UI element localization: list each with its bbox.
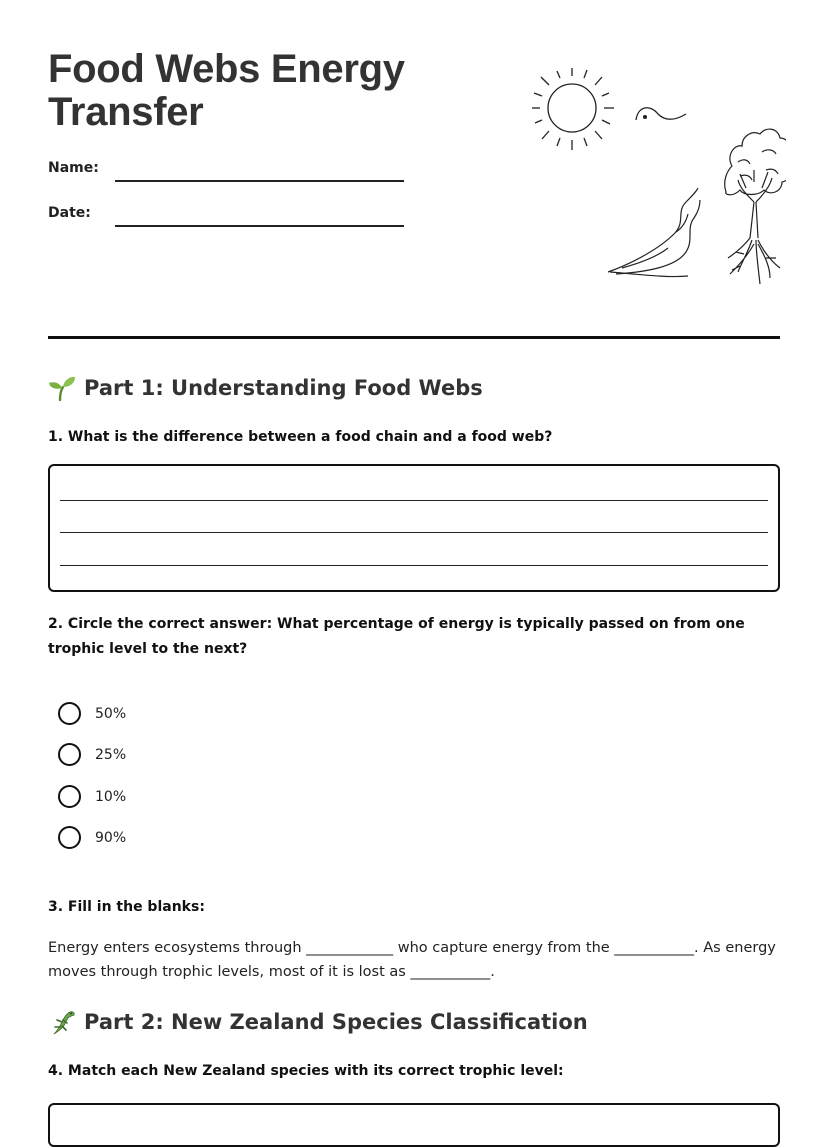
option-25[interactable]	[58, 743, 126, 766]
radio-circle[interactable]	[58, 702, 81, 725]
option-label: 10%	[95, 788, 127, 805]
option-90[interactable]	[58, 826, 126, 849]
name-field[interactable]	[115, 180, 404, 182]
seedling-icon	[48, 374, 76, 402]
option-10[interactable]	[58, 785, 126, 808]
lizard-icon	[48, 1008, 76, 1036]
question-1: 1. What is the difference between a food chain and a food web?	[48, 429, 553, 445]
answer-line	[60, 565, 768, 566]
answer-box-q1[interactable]	[48, 464, 780, 592]
tree-icon	[725, 129, 786, 284]
river-icon	[608, 188, 700, 277]
answer-line	[60, 500, 768, 501]
sun-icon	[532, 68, 614, 150]
fill-in-blanks-text[interactable]: Energy enters ecosystems through ____________ who capture energy from the ___________. As energy moves through trophic levels, most of it is lost as ___________.	[48, 940, 776, 980]
question-3: 3. Fill in the blanks:	[48, 899, 205, 915]
part2-heading	[48, 1008, 588, 1036]
worksheet-page	[48, 0, 780, 1118]
option-50[interactable]	[58, 702, 126, 725]
option-label: 50%	[95, 705, 127, 722]
question-2: 2. Circle the correct answer: What percentage of energy is typically passed on from one trophic level to the next?	[48, 616, 745, 657]
part2-heading-text: Part 2: New Zealand Species Classification	[84, 1010, 588, 1034]
question-4: 4. Match each New Zealand species with its correct trophic level:	[48, 1063, 564, 1079]
date-field[interactable]	[115, 225, 404, 227]
option-label: 25%	[95, 746, 127, 763]
page-title: Food Webs Energy Transfer	[48, 47, 405, 134]
ecosystem-illustration	[526, 62, 786, 294]
radio-circle[interactable]	[58, 743, 81, 766]
part1-heading	[48, 374, 483, 402]
date-label: Date:	[48, 205, 91, 221]
radio-circle[interactable]	[58, 785, 81, 808]
part1-heading-text: Part 1: Understanding Food Webs	[84, 376, 483, 400]
section-divider	[48, 336, 780, 339]
option-label: 90%	[95, 829, 127, 846]
answer-line	[60, 532, 768, 533]
radio-circle[interactable]	[58, 826, 81, 849]
name-label: Name:	[48, 160, 99, 176]
bird-icon	[636, 108, 686, 120]
match-table-box[interactable]	[48, 1103, 780, 1147]
